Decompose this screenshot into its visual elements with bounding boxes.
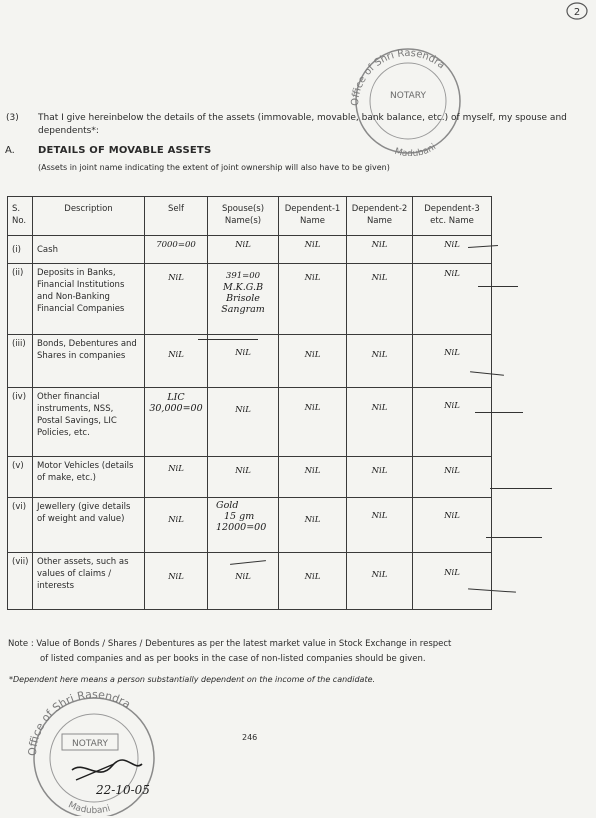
cell-self: NiL [145, 335, 208, 388]
cell-self: NiL [145, 553, 208, 610]
spouse-branch: Brisole Sangram [221, 293, 265, 315]
stamp-top-arc-text: Office of Shri Rasendra [349, 47, 447, 107]
stamp-bottom-arc-text: Office of Shri Rasendra [25, 690, 133, 757]
cell-dependent-1: NiL [279, 498, 347, 553]
cell-dependent-1: NiL [279, 236, 347, 264]
row-description: Other financial instruments, NSS, Postal Savings, LIC Policies, etc. [33, 388, 145, 457]
spouse-amount: 391=00 [225, 271, 261, 281]
stamp-bottom-place: Madubani [66, 800, 112, 816]
header-dependent-1: Dependent-1 Name [279, 197, 347, 236]
cell-dependent-2: NiL [347, 264, 413, 335]
spouse-gold-weight: 15 gm [224, 511, 255, 522]
table-header-row [8, 197, 492, 236]
table-row [8, 335, 492, 388]
stamp-top-center: NOTARY [390, 91, 426, 101]
cell-dependent-2: NiL [347, 457, 413, 498]
cell-dependent-2: NiL [347, 498, 413, 553]
section-subtitle: (Assets in joint name indicating the extent of joint ownership will also have to be given) [38, 163, 390, 172]
table-row [8, 236, 492, 264]
cell-dependent-3: NiL [413, 457, 492, 498]
cell-spouse: NiL [208, 457, 279, 498]
note-label: Note : [8, 639, 34, 649]
hand-dash [475, 412, 523, 413]
note-text-2: of listed companies and as per books in the case of non-listed companies should be given. [40, 654, 426, 664]
row-description: Jewellery (give details of weight and value) [33, 498, 145, 553]
cell-self: NiL [145, 264, 208, 335]
header-description: Description [33, 197, 145, 236]
table-row [8, 498, 492, 553]
row-description: Deposits in Banks, Financial Institutions and Non-Banking Financial Companies [33, 264, 145, 335]
spouse-bank: M.K.G.B [222, 282, 264, 293]
corner-mark-text: 2 [573, 7, 581, 18]
cell-dependent-1: NiL [279, 264, 347, 335]
header-self: Self [145, 197, 208, 236]
cell-dependent-3: NiL [413, 264, 492, 335]
section-title: DETAILS OF MOVABLE ASSETS [38, 145, 212, 156]
row-no: (ii) [8, 264, 33, 335]
cell-dependent-2: NiL [347, 553, 413, 610]
row-no: (vii) [8, 553, 33, 610]
page-number: 246 [242, 733, 258, 742]
row-no: (vi) [8, 498, 33, 553]
row-no: (v) [8, 457, 33, 498]
cell-dependent-1: NiL [279, 457, 347, 498]
cell-spouse [208, 498, 279, 553]
signature-slash [76, 764, 114, 780]
signature-stroke [72, 760, 142, 772]
hand-dash [478, 286, 518, 287]
stamp-bottom-center: NOTARY [72, 739, 108, 749]
header-spouse: Spouse(s) Name(s) [208, 197, 279, 236]
header-sno: S. No. [8, 197, 33, 236]
spouse-gold-value: 12000=00 [216, 522, 267, 533]
table-row [8, 388, 492, 457]
row-description: Cash [33, 236, 145, 264]
self-lic-amount: 30,000=00 [149, 403, 203, 414]
cell-dependent-2: NiL [347, 388, 413, 457]
header-dependent-2: Dependent-2 Name [347, 197, 413, 236]
cell-dependent-3: NiL [413, 335, 492, 388]
cell-dependent-3: NiL [413, 498, 492, 553]
cell-dependent-2: NiL [347, 335, 413, 388]
row-description: Motor Vehicles (details of make, etc.) [33, 457, 145, 498]
cell-spouse: NiL [208, 388, 279, 457]
hand-underline [198, 339, 258, 340]
table-row [8, 264, 492, 335]
table-row [8, 457, 492, 498]
paragraph-number: (3) [6, 113, 19, 123]
cell-dependent-3: NiL [413, 236, 492, 264]
signature-date: 22-10-05 [96, 783, 150, 797]
movable-assets-table [7, 196, 492, 610]
header-dependent-3: Dependent-3 etc. Name [413, 197, 492, 236]
cell-spouse: NiL [208, 553, 279, 610]
paragraph-text: That I give hereinbelow the details of the assets (immovable, movable, bank balance, etc.) of myself, my spouse and dependents*: [38, 113, 567, 136]
cell-self [145, 388, 208, 457]
cell-self: NiL [145, 498, 208, 553]
row-no: (iii) [8, 335, 33, 388]
cell-spouse: NiL [208, 236, 279, 264]
self-lic-label: LIC [167, 392, 185, 403]
note-text-1: Value of Bonds / Shares / Debentures as per the latest market value in Stock Exchange in respect [36, 639, 452, 649]
svg-text:Madubani [393, 142, 438, 156]
cell-dependent-1: NiL [279, 553, 347, 610]
stamp-top-place: Madubani [393, 142, 439, 156]
cell-spouse [208, 264, 279, 335]
section-letter: A. [5, 145, 15, 156]
notary-stamp-top [338, 36, 478, 156]
row-description: Other assets, such as values of claims / interests [33, 553, 145, 610]
spouse-gold: Gold [216, 500, 239, 511]
hand-dash [486, 537, 542, 538]
cell-dependent-3: NiL [413, 388, 492, 457]
cell-dependent-3: NiL [413, 553, 492, 610]
cell-dependent-1: NiL [279, 335, 347, 388]
corner-circle-mark [562, 0, 592, 22]
row-description: Bonds, Debentures and Shares in companies [33, 335, 145, 388]
row-no: (i) [8, 236, 33, 264]
cell-spouse: NiL [208, 335, 279, 388]
note-line-1 [8, 639, 588, 649]
hand-dash [490, 488, 552, 489]
cell-dependent-1: NiL [279, 388, 347, 457]
notary-stamp-bottom [24, 690, 164, 816]
dependent-definition: *Dependent here means a person substantially dependent on the income of the candidate. [9, 675, 376, 684]
cell-self: NiL [145, 457, 208, 498]
cell-dependent-2: NiL [347, 236, 413, 264]
cell-self: 7000=00 [145, 236, 208, 264]
row-no: (iv) [8, 388, 33, 457]
